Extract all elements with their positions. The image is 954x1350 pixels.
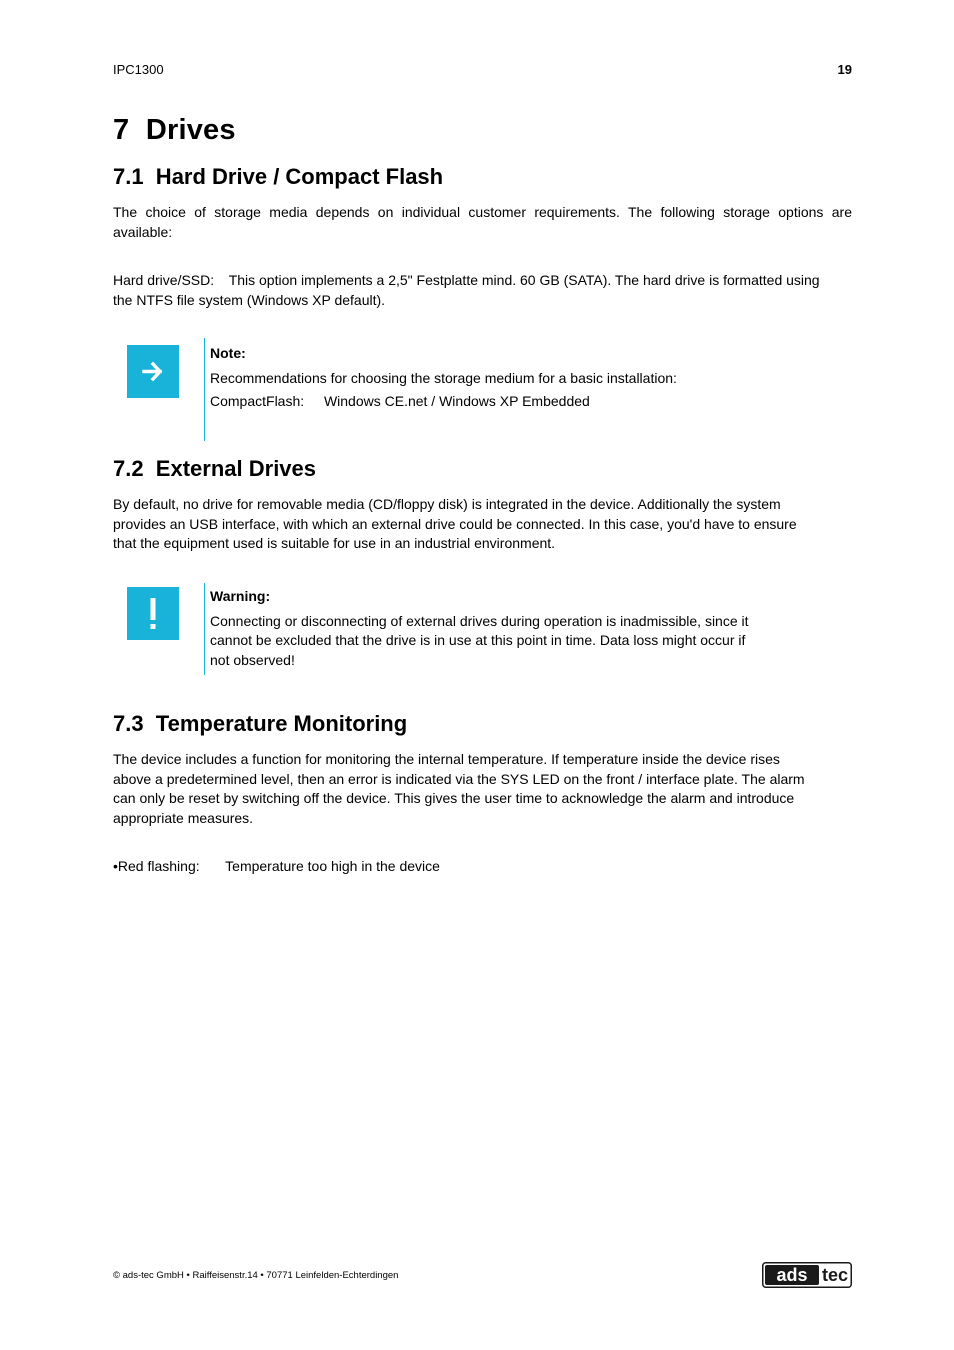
external-drives-line1: By default, no drive for removable media (CD/floppy disk) is integrated in the device. Additionally the system xyxy=(113,496,781,512)
hard-drive-option-line1 xyxy=(113,271,852,291)
section-title-external-drives: 7.2 External Drives xyxy=(113,456,317,481)
led-status-item xyxy=(113,857,852,877)
note-title: Note: xyxy=(210,345,246,361)
page-number: 19 xyxy=(837,62,852,77)
led-status-text: Temperature too high in the device xyxy=(225,858,440,874)
warning-line2: cannot be excluded that the drive is in use at this point in time. Data loss might occur if xyxy=(210,632,746,649)
note-line1: Recommendations for choosing the storage medium for a basic installation: xyxy=(210,369,677,386)
footer-address: © ads-tec GmbH • Raiffeisenstr.14 • 70771 Leinfelden-Echterdingen xyxy=(113,1270,399,1281)
note-callout xyxy=(210,344,677,412)
svg-text:ads: ads xyxy=(776,1265,808,1285)
temperature-line2: above a predetermined level, then an error is indicated via the SYS LED on the front / interface plate. The alarm xyxy=(113,770,805,787)
arrow-right-icon xyxy=(127,345,179,398)
note-line2 xyxy=(210,392,677,412)
led-status-label: •Red flashing: xyxy=(113,858,200,874)
warning-line1: Connecting or disconnecting of external drives during operation is inadmissible, since it xyxy=(210,612,749,629)
exclamation-icon xyxy=(127,587,179,640)
hard-drive-intro: The choice of storage media depends on individual customer requirements. The following storage options are available: xyxy=(113,204,852,240)
note-line2-text: Windows CE.net / Windows XP Embedded xyxy=(323,393,590,410)
temperature-line3: can only be reset by switching off the device. This gives the user time to acknowledge the alarm and introduce xyxy=(113,790,795,807)
section-title-temperature: 7.3 Temperature Monitoring xyxy=(113,711,408,736)
svg-text:tec: tec xyxy=(821,1265,849,1285)
temperature-line1: The device includes a function for monitoring the internal temperature. If temperature inside the device rises xyxy=(113,751,780,767)
temperature-line4: appropriate measures. xyxy=(113,809,254,826)
section-title-hard-drive: 7.1 Hard Drive / Compact Flash xyxy=(113,164,444,189)
warning-callout xyxy=(210,587,749,670)
chapter-title: 7 Drives xyxy=(113,114,236,146)
external-drives-line3: that the equipment used is suitable for use in an industrial environment. xyxy=(113,535,556,552)
warning-icon-box xyxy=(127,587,179,640)
warning-divider xyxy=(204,583,205,675)
document-name: IPC1300 xyxy=(113,62,164,77)
note-line2-label: CompactFlash: xyxy=(210,393,305,410)
hard-drive-option-line2: the NTFS file system (Windows XP default). xyxy=(113,291,386,308)
external-drives-paragraph xyxy=(113,495,852,554)
warning-line3: not observed! xyxy=(210,651,295,668)
external-drives-line2: provides an USB interface, with which an external drive could be connected. In this case, you'd have to ensure xyxy=(113,515,797,532)
hard-drive-option-label: Hard drive/SSD: xyxy=(113,272,215,288)
note-divider xyxy=(204,338,205,441)
note-icon-box xyxy=(127,345,179,398)
company-logo xyxy=(762,1262,852,1288)
warning-title: Warning: xyxy=(210,588,271,604)
temperature-paragraph xyxy=(113,750,852,828)
hard-drive-option xyxy=(113,271,852,310)
hard-drive-option-text: This option implements a 2,5" Festplatte mind. 60 GB (SATA). The hard drive is formatted using xyxy=(228,272,820,288)
